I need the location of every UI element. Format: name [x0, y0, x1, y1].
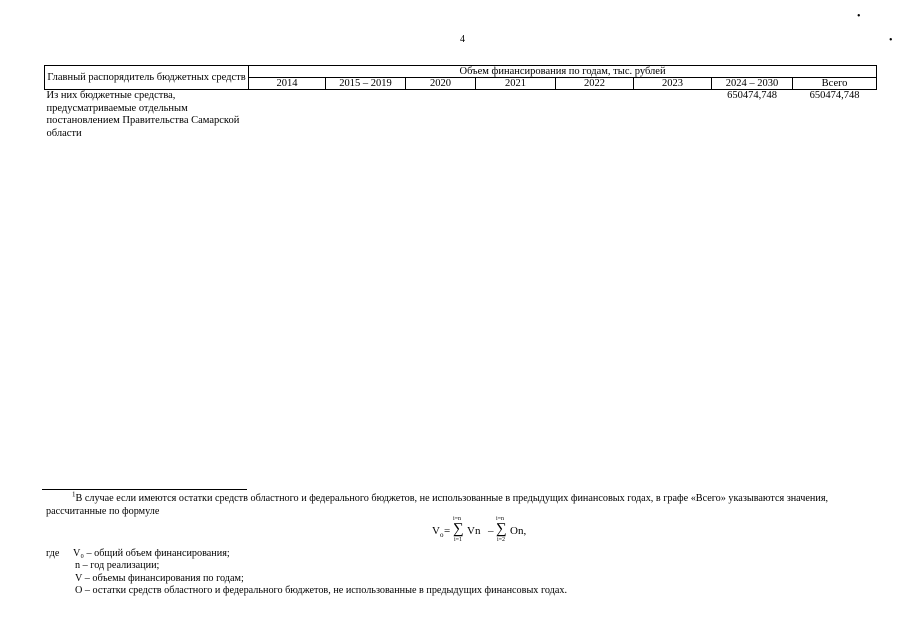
table-row [45, 90, 877, 141]
header-year: 2022 [556, 78, 634, 90]
legend-where: где [46, 548, 60, 559]
header-year: 2020 [406, 78, 476, 90]
footnote [46, 492, 886, 518]
sigma-icon: ∑ [453, 521, 464, 537]
header-total: Всего [793, 78, 877, 90]
row-value [634, 90, 712, 141]
sigma-icon: ∑ [496, 521, 507, 537]
scan-speck: • [857, 11, 861, 22]
row-value: 650474,748 [727, 90, 777, 101]
formula-minus: – [488, 525, 494, 537]
sum2-lower: i=2 [497, 537, 506, 543]
row-value [476, 90, 556, 141]
row-value [249, 90, 326, 141]
row-name: Из них бюджетные средства, предусматриваемые отдельным постановлением Правительства Самарской области [46, 90, 240, 139]
row-value [406, 90, 476, 141]
footnote-text: В случае если имеются остатки средств областного и федерального бюджетов, не использованные в предыдущих финансовых годах, в графе «Всего» указываются значения, рассчитанные по формуле [46, 493, 829, 517]
formula-term-o: On, [510, 525, 527, 537]
sum1-upper: i=n [453, 516, 462, 522]
sum2-upper: i=n [496, 516, 505, 522]
legend-line: O – остатки средств областного и федерального бюджетов, не использованные в предыдущих финансовых годах. [75, 585, 568, 597]
legend-line: n – год реализации; [75, 560, 160, 572]
formula-equals: = [444, 525, 451, 537]
formula-term-v: Vn [467, 525, 481, 537]
page-number: 4 [460, 34, 465, 45]
legend-line: V – объемы финансирования по годам; [75, 572, 244, 584]
scan-speck: • [889, 35, 893, 46]
sum1-lower: i=1 [454, 537, 463, 543]
header-year: 2023 [634, 78, 712, 90]
formula-lhs: $V_o$ [432, 525, 444, 540]
row-value [326, 90, 406, 141]
row-value [556, 90, 634, 141]
header-year: 2024 – 2030 [712, 78, 793, 90]
header-year: 2014 [249, 78, 326, 90]
header-distributor: Главный распорядитель бюджетных средств [45, 66, 249, 90]
row-total: 650474,748 [809, 90, 860, 101]
header-year: 2021 [476, 78, 556, 90]
footnote-marker: 1 [72, 490, 76, 499]
header-financing-group: Объем финансирования по годам, тыс. рублей [249, 66, 877, 78]
financing-table [44, 65, 877, 140]
legend-line: V₀ – общий объем финансирования; [73, 548, 230, 559]
header-year: 2015 – 2019 [326, 78, 406, 90]
